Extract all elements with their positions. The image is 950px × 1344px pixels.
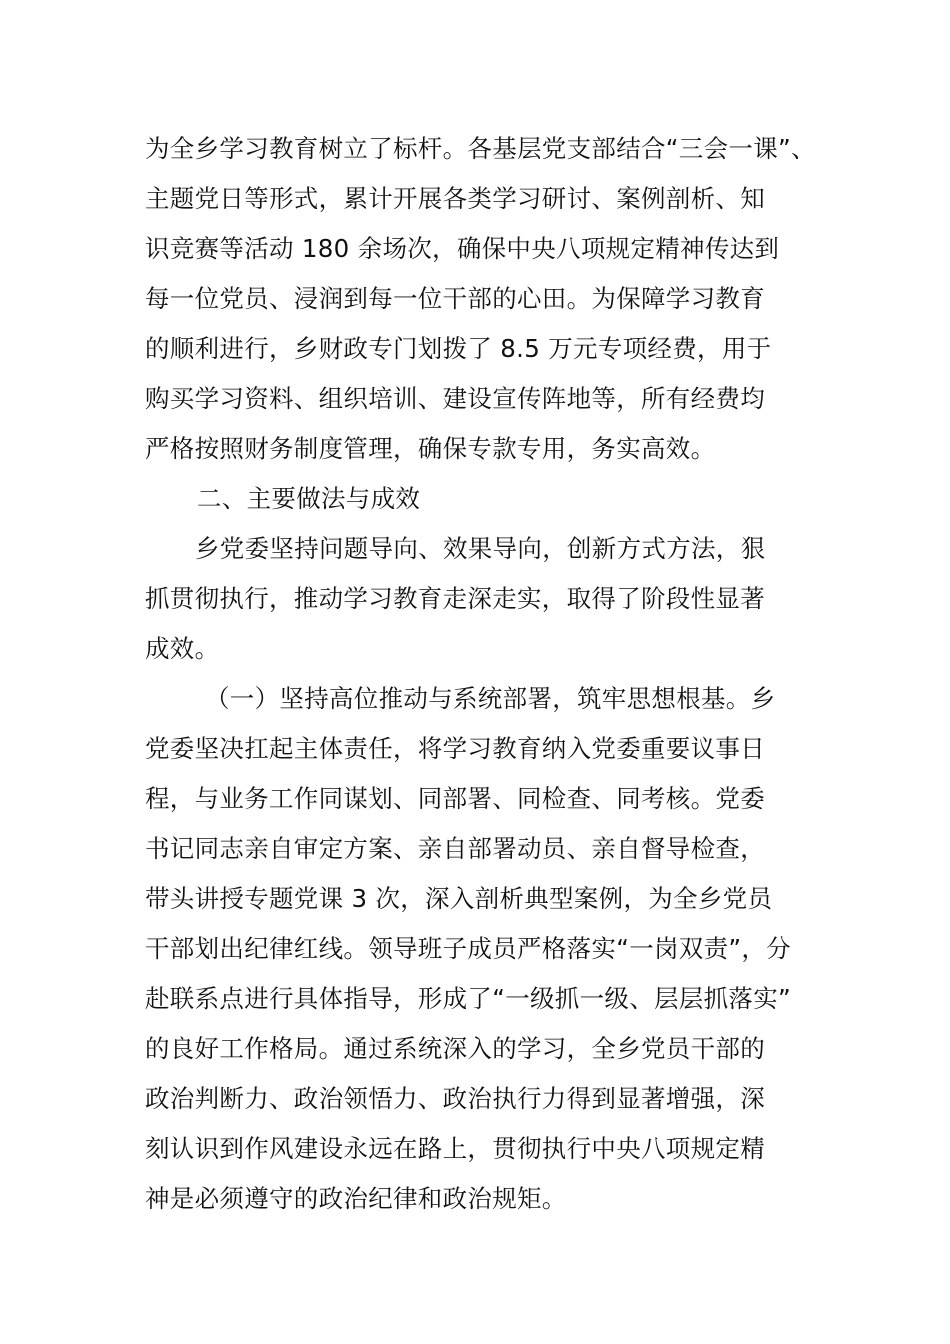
subsection-line: 党委坚决扛起主体责任，将学习教育纳入党委重要议事日 (145, 734, 765, 763)
subsection-line: 的良好工作格局。通过系统深入的学习，全乡党员干部的 (145, 1034, 765, 1063)
section-intro-line: 抓贯彻执行，推动学习教育走深走实，取得了阶段性显著 (145, 584, 765, 613)
subsection-line: 书记同志亲自审定方案、亲自部署动员、亲自督导检查， (145, 834, 765, 863)
subsection-line: 干部划出纪律红线。领导班子成员严格落实“一岗双责”，分 (145, 934, 791, 963)
subsection-line: 程，与业务工作同谋划、同部署、同检查、同考核。党委 (145, 784, 765, 813)
document-page (145, 124, 816, 1224)
section-intro-line: 成效。 (145, 634, 220, 663)
intro-line: 主题党日等形式，累计开展各类学习研讨、案例剖析、知 (145, 184, 765, 213)
subsection-line: 神是必须遵守的政治纪律和政治规矩。 (145, 1184, 567, 1213)
subsection-line: 赴联系点进行具体指导，形成了“一级抓一级、层层抓落实” (145, 984, 791, 1013)
section-heading: 二、主要做法与成效 (197, 484, 421, 513)
intro-line: 购买学习资料、组织培训、建设宣传阵地等，所有经费均 (145, 384, 765, 413)
intro-line: 为全乡学习教育树立了标杆。各基层党支部结合“三会一课”、 (145, 134, 816, 163)
intro-line: 严格按照财务制度管理，确保专款专用，务实高效。 (145, 434, 716, 463)
section-intro-line: 乡党委坚持问题导向、效果导向，创新方式方法，狠 (195, 534, 766, 563)
intro-line: 的顺利进行，乡财政专门划拨了 8.5 万元专项经费，用于 (145, 334, 772, 363)
subsection-line: 刻认识到作风建设永远在路上，贯彻执行中央八项规定精 (145, 1134, 765, 1163)
intro-line: 识竞赛等活动 180 余场次，确保中央八项规定精神传达到 (145, 234, 780, 263)
subsection-line: 带头讲授专题党课 3 次，深入剖析典型案例，为全乡党员 (145, 884, 773, 913)
subsection-line: 政治判断力、政治领悟力、政治执行力得到显著增强，深 (145, 1084, 765, 1113)
subsection-line: （一）坚持高位推动与系统部署，筑牢思想根基。乡 (205, 684, 776, 713)
intro-line: 每一位党员、浸润到每一位干部的心田。为保障学习教育 (145, 284, 765, 313)
